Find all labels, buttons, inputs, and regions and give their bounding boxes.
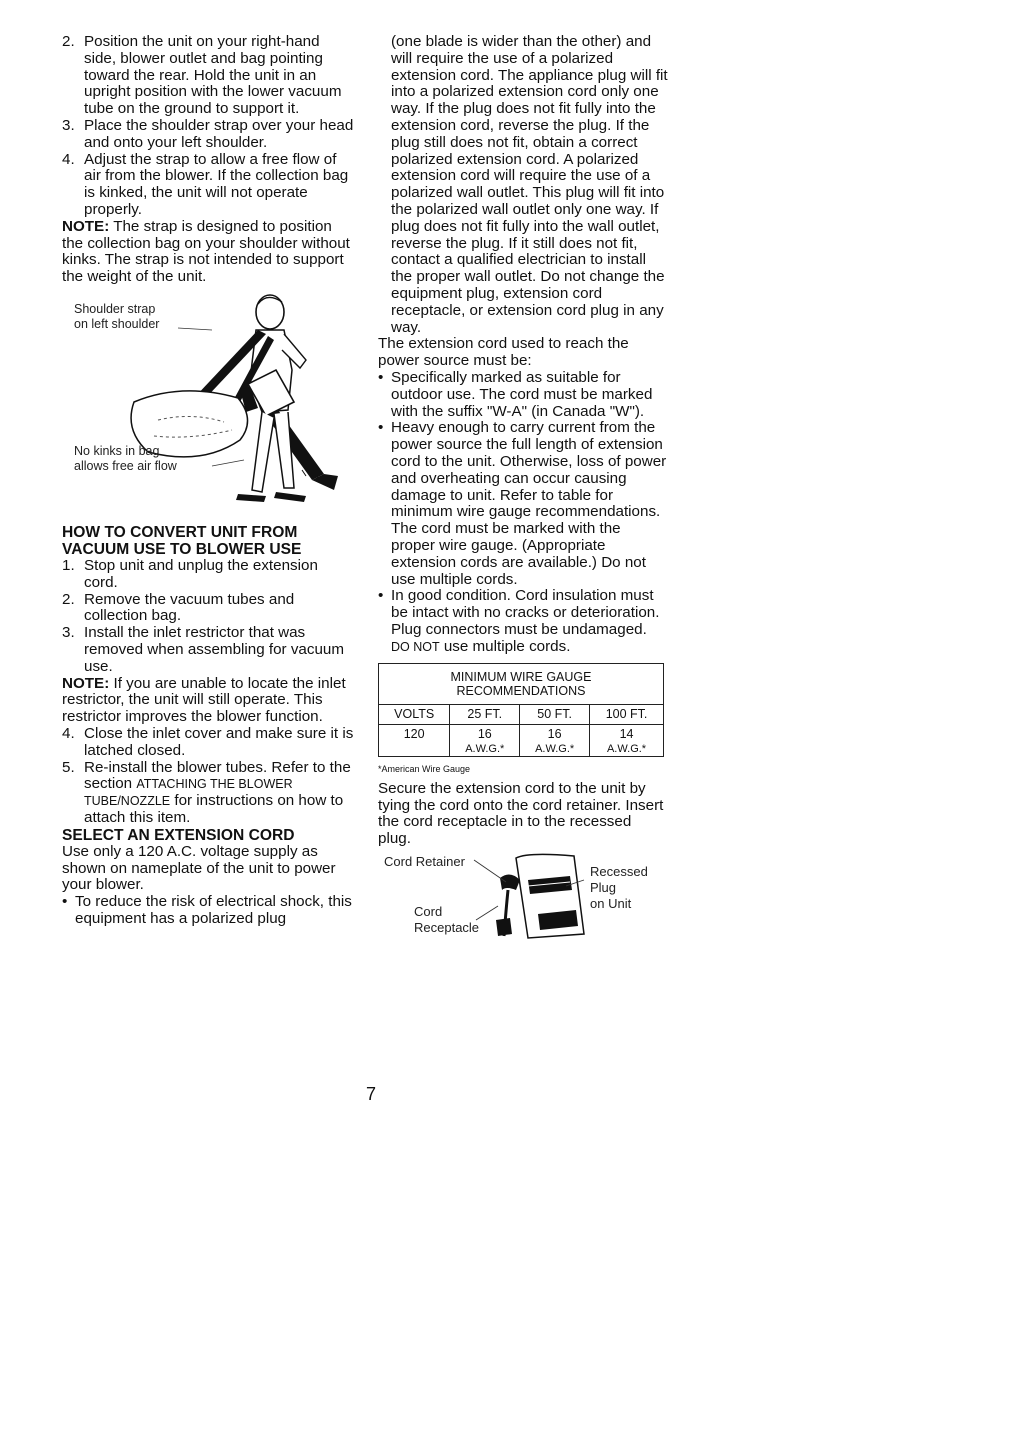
table-caption-row <box>379 664 664 705</box>
paragraph-secure-cord: Secure the extension cord to the unit by tying the cord onto the cord retainer. Insert the cord receptacle in to the recessed plug. <box>378 779 664 848</box>
table-cell: 16 A.W.G.* <box>520 725 590 757</box>
table-cell-volts: 120 <box>379 725 450 757</box>
page-number: 7 <box>366 1084 377 1104</box>
table-cell: 14 A.W.G.* <box>590 725 664 757</box>
figure-label-cord-receptacle: Cord Receptacle <box>414 904 480 936</box>
figure-label-shoulder: Shoulder strap on left shoulder <box>74 301 160 331</box>
paragraph-polarized-continued: (one blade is wider than the other) and will require the use of a polarized extension cord. The appliance plug will fit into a polarized extension cord only one way. If the plug does not fit fully into the extension cord, reverse the plug. If the plug still does not fit, obtain a correct polarized extension cord. A polarized extension cord will require the use of a polarized wall outlet. This plug will fit into the polarized wall outlet only one way. If plug does not fit fully into the wall outlet, reverse the plug. If it still does not fit, contact a qualified electrician to install the proper wall outlet. Do not change the equipment plug, extension cord receptacle, or extension cord plug in any way. <box>391 33 668 336</box>
table-header-row <box>379 705 664 725</box>
steps-convert <box>62 558 354 676</box>
bullet-list-polarized <box>62 894 354 928</box>
figure-label-recessed-plug: Recessed Plug on Unit <box>590 864 648 912</box>
section-heading-convert: HOW TO CONVERT UNIT FROM VACUUM USE TO BLOWER USE <box>62 523 302 558</box>
table-row <box>379 725 664 757</box>
table-header-cell: VOLTS <box>379 705 450 725</box>
paragraph-requirements: The extension cord used to reach the power source must be: <box>378 335 629 370</box>
steps-wearing <box>62 34 354 219</box>
figure-label-kinks: No kinks in bag allows free air flow <box>74 443 177 473</box>
table-cell: 16 A.W.G.* <box>450 725 520 757</box>
list-item: 3. Install the inlet restrictor that was removed when assembling for vacuum use. <box>62 624 344 675</box>
list-item: • Specifically marked as suitable for outdoor use. The cord must be marked with the suffix "W-A" (in Canada "W"). <box>378 368 653 420</box>
right-column <box>378 34 668 942</box>
left-column <box>62 34 354 928</box>
shoulder-strap-figure <box>62 290 354 518</box>
table-header-cell: 25 FT. <box>450 705 520 725</box>
list-item: 2. Remove the vacuum tubes and collection bag. <box>62 590 295 625</box>
section-heading-extension-cord: SELECT AN EXTENSION CORD <box>62 826 295 844</box>
figure-label-cord-retainer: Cord Retainer <box>384 854 465 870</box>
list-item: 3. Place the shoulder strap over your head and onto your left shoulder. <box>62 116 354 151</box>
table-footnote: *American Wire Gauge <box>378 764 471 775</box>
note-restrictor: NOTE: If you are unable to locate the inlet restrictor, the unit will still operate. This restrictor improves the blower function. <box>62 674 346 726</box>
steps-convert-continued <box>62 726 354 827</box>
table-caption: MINIMUM WIRE GAUGE RECOMMENDATIONS <box>379 664 664 705</box>
list-item: • To reduce the risk of electrical shock, this equipment has a polarized plug <box>62 893 352 927</box>
list-item: 5. Re-install the blower tubes. Refer to the section ATTACHING THE BLOWER TUBE/NOZZLE for instructions on how to attach this item. <box>62 758 351 826</box>
list-item: 1. Stop unit and unplug the extension cord. <box>62 556 318 591</box>
list-item: • Heavy enough to carry current from the power source the full length of extension cord to the unit. Otherwise, loss of power and overheating can occur causing damage to unit. Refer to table for minimum wire gauge recommendations. The cord must be marked with the proper wire gauge. (Appropriate extension cords are available.) Do not use multiple cords. <box>378 419 667 588</box>
list-item: • In good condition. Cord insulation must be intact with no cracks or deterioration. Plug connectors must be undamaged. DO NOT use multiple cords. <box>378 587 660 655</box>
cord-retainer-figure <box>378 850 668 942</box>
list-item: 2. Position the unit on your right-hand side, blower outlet and bag pointing toward the rear. Hold the unit in an upright position with the lower vacuum tube on the ground to support it. <box>62 33 342 118</box>
list-item: 4. Close the inlet cover and make sure it is latched closed. <box>62 724 354 759</box>
list-item: 4. Adjust the strap to allow a free flow of air from the blower. If the collection bag is kinked, the unit will not operate properly. <box>62 150 349 218</box>
paragraph-voltage: Use only a 120 A.C. voltage supply as shown on nameplate of the unit to power your blower. <box>62 842 336 894</box>
wire-gauge-table <box>378 663 664 757</box>
table-header-cell: 100 FT. <box>590 705 664 725</box>
note-strap: NOTE: The strap is designed to position the collection bag on your shoulder without kinks. The strap is not intended to support the weight of the unit. <box>62 217 350 286</box>
table-header-cell: 50 FT. <box>520 705 590 725</box>
bullet-list-requirements <box>378 370 668 656</box>
